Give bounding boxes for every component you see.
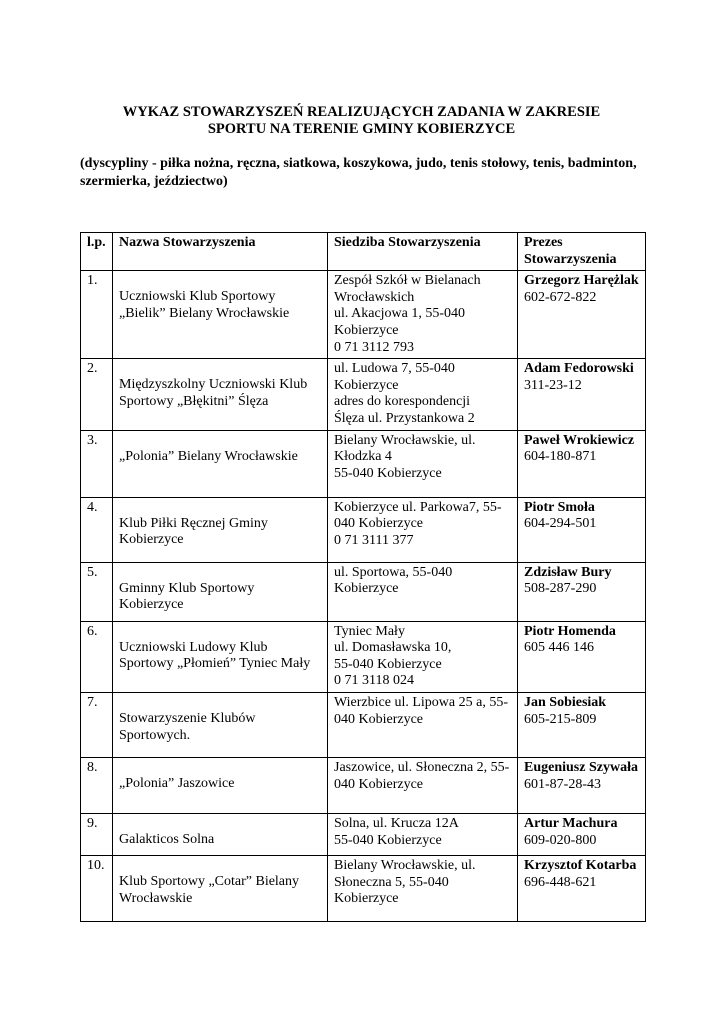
association-seat (328, 813, 518, 855)
header-president: Prezes Stowarzyszenia (518, 233, 646, 271)
association-seat (328, 271, 518, 359)
president-name: Grzegorz Harężlak (524, 273, 639, 289)
association-name-cell (113, 692, 328, 757)
seat-line: Tyniec Mały (334, 623, 405, 639)
president-cell (518, 621, 646, 692)
seat-line: ul. Ludowa 7, 55-040 Kobierzyce (334, 361, 455, 393)
seat-line: Kobierzyce ul. Parkowa7, 55-040 Kobierzyce (334, 499, 502, 532)
president-cell (518, 813, 646, 855)
association-name: Uczniowski Ludowy Klub Sportowy „Płomień” Tyniec Mały (119, 639, 311, 672)
table-row (81, 855, 646, 921)
seat-line: 0 71 3111 377 (334, 532, 414, 548)
association-name-cell (113, 757, 328, 813)
table-row (81, 562, 646, 621)
table-row (81, 497, 646, 562)
association-seat (328, 497, 518, 562)
association-name: „Polonia” Bielany Wrocławskie (119, 448, 298, 464)
table-row (81, 692, 646, 757)
president-phone: 609-020-800 (524, 832, 597, 848)
president-cell (518, 757, 646, 813)
association-name: Galakticos Solna (119, 831, 215, 847)
row-number: 10. (81, 855, 113, 921)
president-name: Jan Sobiesiak (524, 694, 607, 710)
association-name-cell (113, 813, 328, 855)
table-row (81, 813, 646, 855)
president-phone: 508-287-290 (524, 581, 597, 597)
association-name-cell (113, 497, 328, 562)
table-body (81, 271, 646, 922)
association-seat (328, 692, 518, 757)
association-name-cell (113, 430, 328, 497)
seat-line: Ślęza ul. Przystankowa 2 (334, 410, 475, 426)
president-cell (518, 430, 646, 497)
president-phone: 601-87-28-43 (524, 776, 601, 792)
president-cell (518, 497, 646, 562)
president-cell (518, 359, 646, 430)
president-phone: 604-294-501 (524, 516, 597, 532)
row-number: 2. (81, 359, 113, 430)
seat-line: Zespół Szkół w Bielanach Wrocławskich (334, 273, 481, 305)
seat-line: 0 71 3118 024 (334, 673, 414, 689)
association-name: Międzyszkolny Uczniowski Klub Sportowy „Błękitni” Ślęza (119, 377, 308, 409)
row-number: 9. (81, 813, 113, 855)
president-name: Piotr Smoła (524, 499, 595, 515)
seat-line: 55-040 Kobierzyce (334, 656, 442, 672)
title-line-2: SPORTU NA TERENIE GMINY KOBIERZYCE (207, 121, 516, 137)
disciplines-subtitle: (dyscypliny - piłka nożna, ręczna, siatkowa, koszykowa, judo, tenis stołowy, tenis, badminton, szermierka, jeździectwo) (80, 156, 637, 189)
association-name-cell (113, 855, 328, 921)
associations-table (80, 232, 646, 922)
association-name: Klub Sportowy „Cotar” Bielany Wrocławskie (119, 873, 300, 906)
association-name-cell (113, 271, 328, 359)
association-name-cell (113, 359, 328, 430)
president-phone: 311-23-12 (524, 377, 582, 393)
association-seat (328, 855, 518, 921)
president-name: Artur Machura (524, 815, 618, 831)
president-name: Eugeniusz Szywała (524, 759, 638, 775)
seat-line: Bielany Wrocławskie, ul. Słoneczna 5, 55-040 Kobierzyce (334, 857, 476, 907)
president-name: Krzysztof Kotarba (524, 857, 637, 873)
document-title (80, 104, 643, 138)
table-header-row (81, 233, 646, 271)
president-phone: 696-448-621 (524, 874, 597, 890)
association-name-cell (113, 562, 328, 621)
title-line-1: WYKAZ STOWARZYSZEŃ REALIZUJĄCYCH ZADANIA W ZAKRESIE (122, 104, 601, 120)
association-name-cell (113, 621, 328, 692)
seat-line: 0 71 3112 793 (334, 339, 414, 355)
association-name: Gminny Klub Sportowy Kobierzyce (119, 580, 255, 613)
president-phone: 605 446 146 (524, 640, 594, 656)
president-cell (518, 855, 646, 921)
table-row (81, 757, 646, 813)
association-seat (328, 621, 518, 692)
row-number: 6. (81, 621, 113, 692)
association-name: Uczniowski Klub Sportowy „Bielik” Bielany Wrocławskie (119, 289, 290, 321)
row-number: 7. (81, 692, 113, 757)
president-phone: 604-180-871 (524, 449, 597, 465)
header-name: Nazwa Stowarzyszenia (113, 233, 328, 271)
association-seat (328, 757, 518, 813)
seat-line: ul. Domasławska 10, (334, 640, 452, 656)
president-cell (518, 562, 646, 621)
seat-line: ul. Akacjowa 1, 55-040 Kobierzyce (334, 306, 466, 338)
row-number: 8. (81, 757, 113, 813)
seat-line: Jaszowice, ul. Słoneczna 2, 55-040 Kobierzyce (334, 759, 510, 792)
president-phone: 602-672-822 (524, 289, 597, 305)
president-name: Zdzisław Bury (524, 564, 612, 580)
association-name: Klub Piłki Ręcznej Gminy Kobierzyce (119, 515, 268, 548)
seat-line: Solna, ul. Krucza 12A (334, 815, 459, 831)
row-number: 5. (81, 562, 113, 621)
table-row (81, 271, 646, 359)
president-name: Paweł Wrokiewicz (524, 432, 635, 448)
row-number: 3. (81, 430, 113, 497)
table-row (81, 359, 646, 430)
row-number: 4. (81, 497, 113, 562)
president-phone: 605-215-809 (524, 711, 597, 727)
seat-line: ul. Sportowa, 55-040 Kobierzyce (334, 564, 453, 597)
table-row (81, 621, 646, 692)
association-seat (328, 430, 518, 497)
seat-line: Wierzbice ul. Lipowa 25 a, 55-040 Kobierzyce (334, 694, 508, 727)
header-lp: l.p. (81, 233, 113, 271)
president-name: Piotr Homenda (524, 623, 616, 639)
seat-line: Bielany Wrocławskie, ul. Kłodzka 4 (334, 432, 476, 465)
seat-line: 55-040 Kobierzyce (334, 832, 442, 848)
association-seat (328, 359, 518, 430)
header-seat: Siedziba Stowarzyszenia (328, 233, 518, 271)
seat-line: adres do korespondencji (334, 394, 471, 410)
president-name: Adam Fedorowski (524, 361, 634, 377)
seat-line: 55-040 Kobierzyce (334, 465, 442, 481)
president-cell (518, 271, 646, 359)
association-name: „Polonia” Jaszowice (119, 775, 235, 791)
row-number: 1. (81, 271, 113, 359)
association-name: Stowarzyszenie Klubów Sportowych. (119, 710, 256, 743)
association-seat (328, 562, 518, 621)
president-cell (518, 692, 646, 757)
table-row (81, 430, 646, 497)
